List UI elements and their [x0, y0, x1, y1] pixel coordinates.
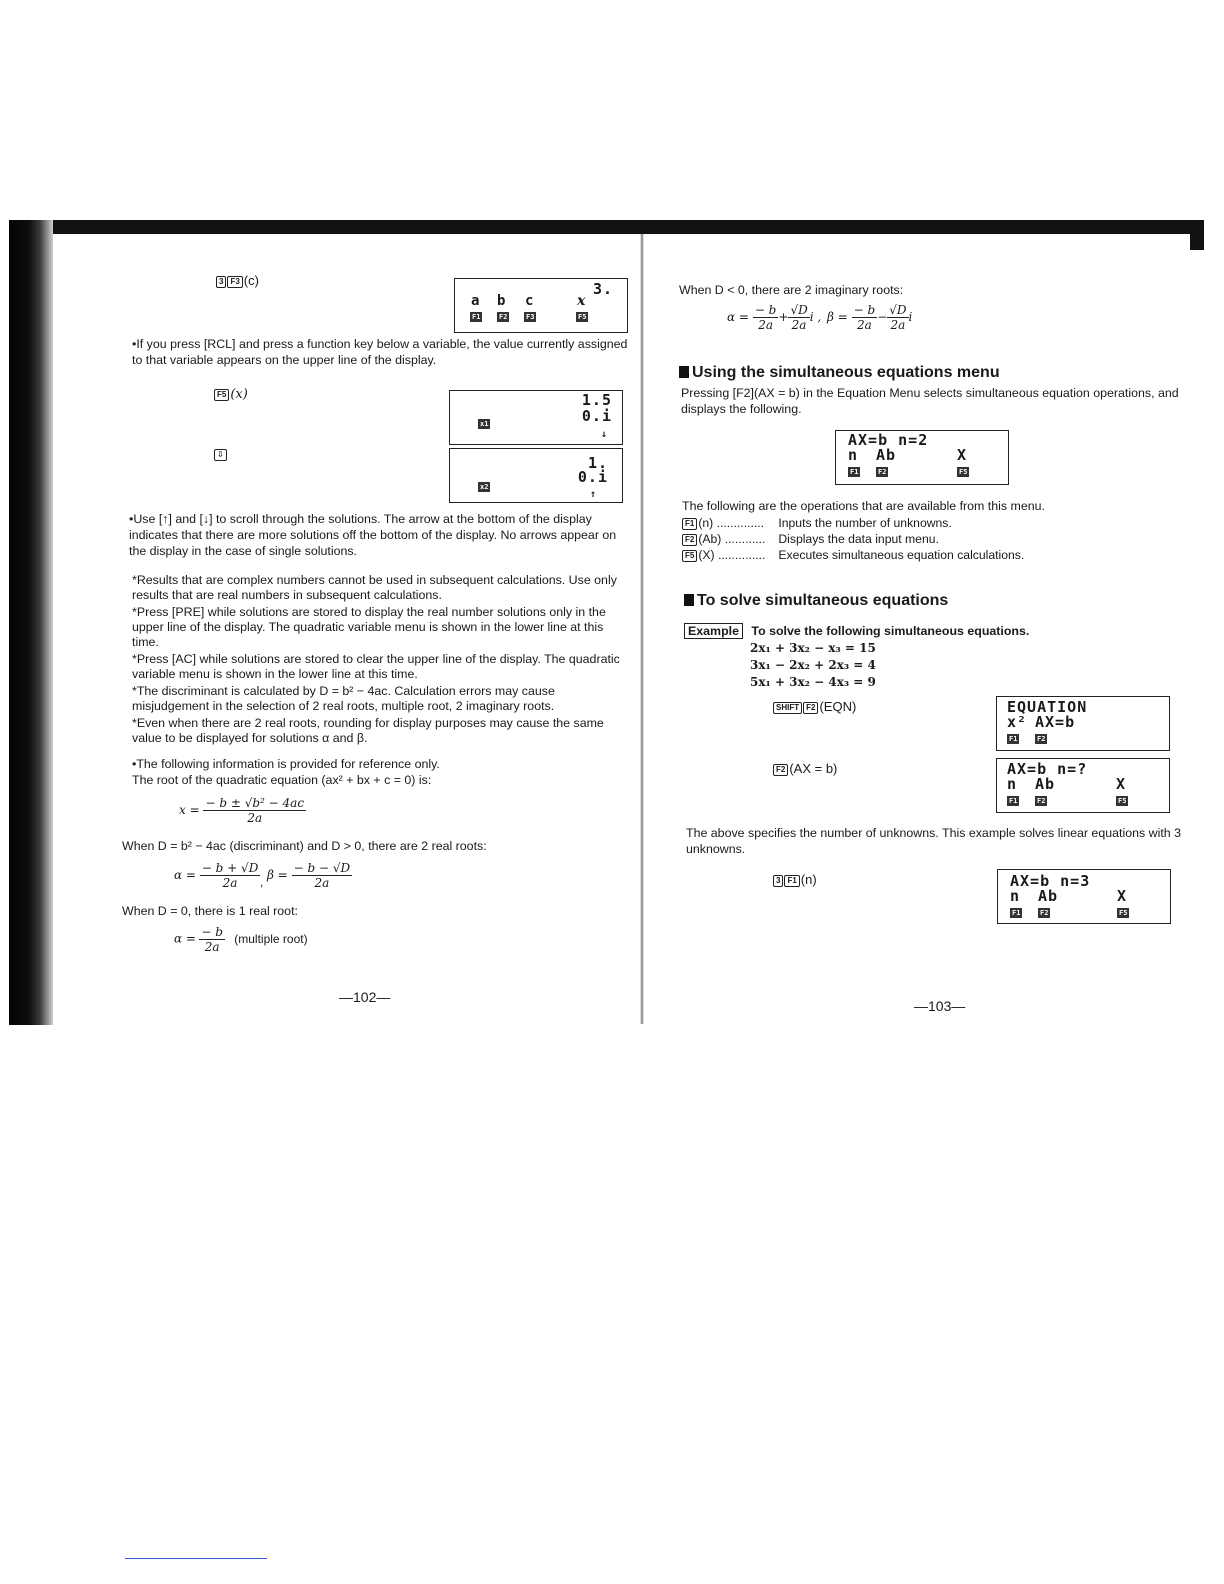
note-complex: *Results that are complex numbers cannot be used in subsequent calculations. Use only results that are real numbers in subsequent calculations.: [132, 573, 617, 602]
root-intro: The root of the quadratic equation (ax² + bx + c = 0) is:: [132, 773, 432, 787]
key-shift: SHIFT: [773, 702, 802, 714]
f3-indicator: F3: [526, 313, 535, 321]
indicator: x2: [480, 483, 489, 491]
indicator: x1: [480, 420, 489, 428]
beta-real-formula: β = $\frac{- b - √D}{2a}$: [267, 861, 351, 890]
display-line-1: EQUATION: [1007, 698, 1088, 716]
f5-indicator: F5: [959, 468, 968, 476]
scan-top-edge: [9, 220, 1204, 234]
blue-underline: [125, 1558, 267, 1559]
alpha-multiple-formula: α = $\frac{- b}{2a}$ (multiple root): [174, 925, 308, 954]
display-line-1: AX=b n=3: [1010, 872, 1091, 890]
page-number-103: —103—: [914, 998, 966, 1014]
key-sequence-axb: F2 (AX = b): [773, 761, 837, 777]
display-axb-nq: [996, 758, 1170, 813]
equation-3: 5x₁ + 3x₂ − 4x₃ = 9: [750, 675, 876, 689]
f2-indicator: F2: [1037, 735, 1046, 743]
down-arrow-icon: ↓: [600, 429, 608, 440]
f2-indicator: F2: [878, 468, 887, 476]
f2-indicator: F2: [499, 313, 508, 321]
scan-left-edge: [9, 220, 53, 1025]
key-f2: F2: [803, 702, 818, 714]
down-key: [214, 446, 228, 462]
display-axb-n2: [835, 430, 1009, 485]
var-x: x: [577, 293, 587, 309]
notes-block: [132, 573, 632, 746]
down-arrow-key-icon: ⇩: [214, 449, 227, 461]
menu-x-squared: x²: [1007, 713, 1028, 731]
var-c: c: [525, 293, 535, 309]
f2-indicator: F2: [1037, 797, 1046, 805]
display-solution-1: [449, 390, 623, 445]
page-number-102: —102—: [339, 989, 391, 1005]
op-f5: F5 (X) .............. Executes simultaneous equation calculations.: [682, 547, 1024, 563]
f2-indicator: F2: [1040, 909, 1049, 917]
display-line-2: 0.i: [577, 468, 608, 486]
note-discriminant: *The discriminant is calculated by D = b² − 4ac. Calculation errors may cause misjudgement in the selection of 2 real roots, multiple root, 2 imaginary roots.: [132, 684, 555, 713]
equation-list: [750, 640, 876, 691]
two-real-roots-intro: When D = b² − 4ac (discriminant) and D > 0, there are 2 real roots:: [122, 839, 487, 853]
menu-ab: Ab: [1038, 887, 1059, 905]
f1-indicator: F1: [472, 313, 481, 321]
unknowns-note: The above specifies the number of unknowns. This example solves linear equations with 3 unknowns.: [686, 826, 1181, 856]
menu-n: n: [1010, 887, 1021, 905]
left-page: [64, 248, 629, 1018]
key-sequence-c: 3 F3 (c): [216, 273, 259, 289]
display-line-1: AX=b n=?: [1007, 760, 1088, 778]
f5-indicator: F5: [1119, 909, 1128, 917]
alpha-imag-formula: α = $\frac{- b}{2a}$ + $\frac{√D}{2a}$ i ,: [727, 303, 822, 332]
display-line-2: 0.i: [581, 407, 612, 425]
display-abc: [454, 278, 628, 333]
heading-bullet-icon: [679, 366, 689, 378]
heading-simultaneous-menu: Using the simultaneous equations menu: [679, 365, 1000, 381]
menu-x: X: [1116, 775, 1127, 793]
key-f1: F1: [784, 875, 799, 887]
key-f3: F3: [227, 276, 242, 288]
display-equation: [996, 696, 1170, 751]
display-line-1: 1.: [587, 454, 608, 472]
scan-right-corner: [1190, 220, 1204, 250]
note-rounding: *Even when there are 2 real roots, rounding for display purposes may cause the same value to be displayed for solutions α and β.: [132, 716, 604, 745]
f5-indicator: F5: [578, 313, 587, 321]
up-arrow-icon: ↑: [589, 489, 597, 500]
reference-note: •The following information is provided for reference only.: [132, 757, 440, 771]
var-a: a: [471, 293, 481, 309]
operations-intro: The following are the operations that are available from this menu.: [682, 499, 1045, 513]
scanned-spread: [9, 220, 1204, 1025]
var-b: b: [497, 293, 507, 309]
key-sequence-n: 3 F1 (n): [773, 872, 817, 888]
formula-x: x = $\frac{\text{− b ± √b² − 4ac}}{2a}$: [179, 796, 305, 825]
menu-x: X: [1117, 887, 1128, 905]
alpha-real-formula: α = $\frac{- b + √D}{2a}$: [174, 861, 259, 890]
note-ac: *Press [AC] while solutions are stored to clear the upper line of the display. The quadratic variable menu is shown in the lower line at this time.: [132, 652, 620, 681]
example-text: To solve the following simultaneous equations.: [751, 624, 1030, 638]
menu-axb: AX=b: [1035, 713, 1076, 731]
rcl-note: •If you press [RCL] and press a function key below a variable, the value currently assigned to that variable appears on the upper line of the display.: [132, 337, 628, 367]
display-value: 3.: [592, 280, 613, 298]
note-pre: *Press [PRE] while solutions are stored to display the real number solutions only in the upper line of the display. The quadratic variable menu is shown in the lower line at this time.: [132, 605, 606, 649]
equation-2: 3x₁ − 2x₂ + 2x₃ = 4: [750, 658, 876, 672]
comma: ,: [260, 875, 264, 889]
menu-n: n: [848, 446, 859, 464]
equation-1: 2x₁ + 3x₂ − x₃ = 15: [750, 641, 876, 655]
display-line-1: 1.5: [581, 391, 612, 409]
f1-indicator: F1: [1009, 797, 1018, 805]
f1-indicator: F1: [850, 468, 859, 476]
f5-indicator: F5: [1118, 797, 1127, 805]
display-axb-n3: [997, 869, 1171, 924]
example-label: Example: [684, 623, 743, 639]
beta-imag-formula: β = $\frac{- b}{2a}$ − $\frac{√D}{2a}$ i: [827, 303, 913, 332]
key-f5: F5: [214, 389, 229, 401]
key-sequence-eqn: SHIFT F2 (EQN): [773, 699, 856, 715]
key-3: 3: [773, 875, 783, 887]
op-f1: F1 (n) .............. Inputs the number of unknowns.: [682, 515, 1024, 531]
one-real-root-intro: When D = 0, there is 1 real root:: [122, 904, 298, 918]
right-page: [669, 248, 1189, 1018]
display-line-1: AX=b n=2: [848, 431, 929, 449]
heading1-description: Pressing [F2](AX = b) in the Equation Menu selects simultaneous equation operations, and displays the following.: [681, 386, 1179, 416]
key-f2: F2: [773, 764, 788, 776]
op-f2: F2 (Ab) ............ Displays the data input menu.: [682, 531, 1024, 547]
heading-bullet-icon: [684, 594, 694, 606]
f1-indicator: F1: [1012, 909, 1021, 917]
key-3: 3: [216, 276, 226, 288]
operations-list: [682, 515, 1024, 563]
book-spine: [640, 234, 644, 1024]
menu-ab: Ab: [1035, 775, 1056, 793]
key-sequence-x: F5 (x): [214, 386, 248, 403]
imaginary-roots-intro: When D < 0, there are 2 imaginary roots:: [679, 283, 904, 297]
display-solution-2: [449, 448, 623, 503]
scroll-note: •Use [↑] and [↓] to scroll through the solutions. The arrow at the bottom of the display indicates that there are more solutions off the bottom of the display. No arrows appear on the display in the case of single solutions.: [129, 512, 617, 558]
menu-n: n: [1007, 775, 1018, 793]
heading-solve-simultaneous: To solve simultaneous equations: [684, 593, 948, 609]
f1-indicator: F1: [1009, 735, 1018, 743]
example-line: [684, 623, 1029, 639]
menu-x: X: [957, 446, 968, 464]
menu-ab: Ab: [876, 446, 897, 464]
